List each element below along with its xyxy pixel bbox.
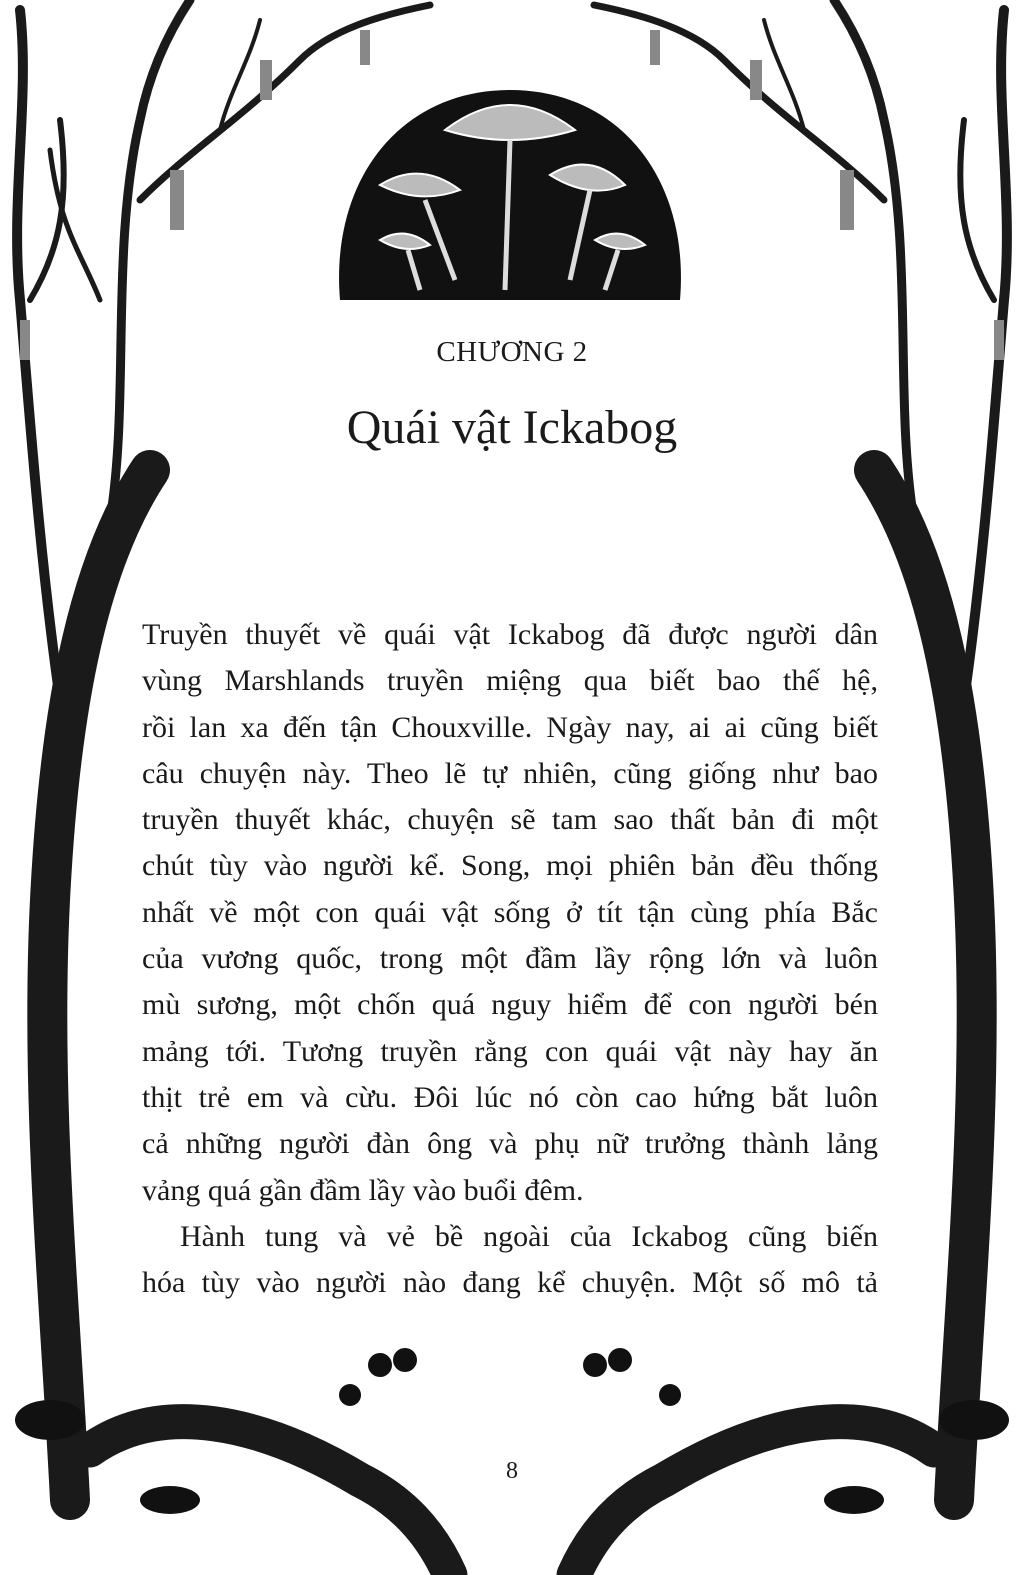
text-line: câu chuyện này. Theo lẽ tự nhiên, cũng giống như bao xyxy=(142,756,878,790)
text-line: vảng quá gần đầm lầy vào buổi đêm. xyxy=(142,1173,584,1207)
text-line: của vương quốc, trong một đầm lầy rộng lớn và luôn xyxy=(142,942,878,976)
text-line: rồi lan xa đến tận Chouxville. Ngày nay, ai ai cũng biết xyxy=(142,710,878,744)
page-number: 8 xyxy=(506,1458,518,1484)
chapter-title: Quái vật Ickabog xyxy=(346,401,678,454)
chapter-body-text xyxy=(142,612,878,1306)
text-line: cả những người đàn ông và phụ nữ trưởng thành lảng xyxy=(142,1127,878,1161)
text-line: mù sương, một chốn quá nguy hiểm để con người bén xyxy=(142,988,878,1022)
text-line: truyền thuyết khác, chuyện sẽ tam sao thất bản đi một xyxy=(142,803,878,837)
text-line: mảng tới. Tương truyền rằng con quái vật này hay ăn xyxy=(142,1034,878,1068)
text-line: hóa tùy vào người nào đang kể chuyện. Một số mô tả xyxy=(142,1266,878,1300)
text-line: thịt trẻ em và cừu. Đôi lúc nó còn cao hứng bắt luôn xyxy=(142,1080,878,1114)
mushroom-cluster-illustration xyxy=(339,90,681,300)
chapter-number: CHƯƠNG 2 xyxy=(436,336,588,368)
text-line: vùng Marshlands truyền miệng qua biết bao thế hệ, xyxy=(142,664,878,698)
text-line: Hành tung và vẻ bề ngoài của Ickabog cũng biến xyxy=(180,1219,878,1253)
text-line: Truyền thuyết về quái vật Ickabog đã được người dân xyxy=(142,618,878,651)
text-line: nhất về một con quái vật sống ở tít tận cùng phía Bắc xyxy=(142,895,878,929)
text-line: chút tùy vào người kể. Song, mọi phiên bản đều thống xyxy=(142,849,878,883)
